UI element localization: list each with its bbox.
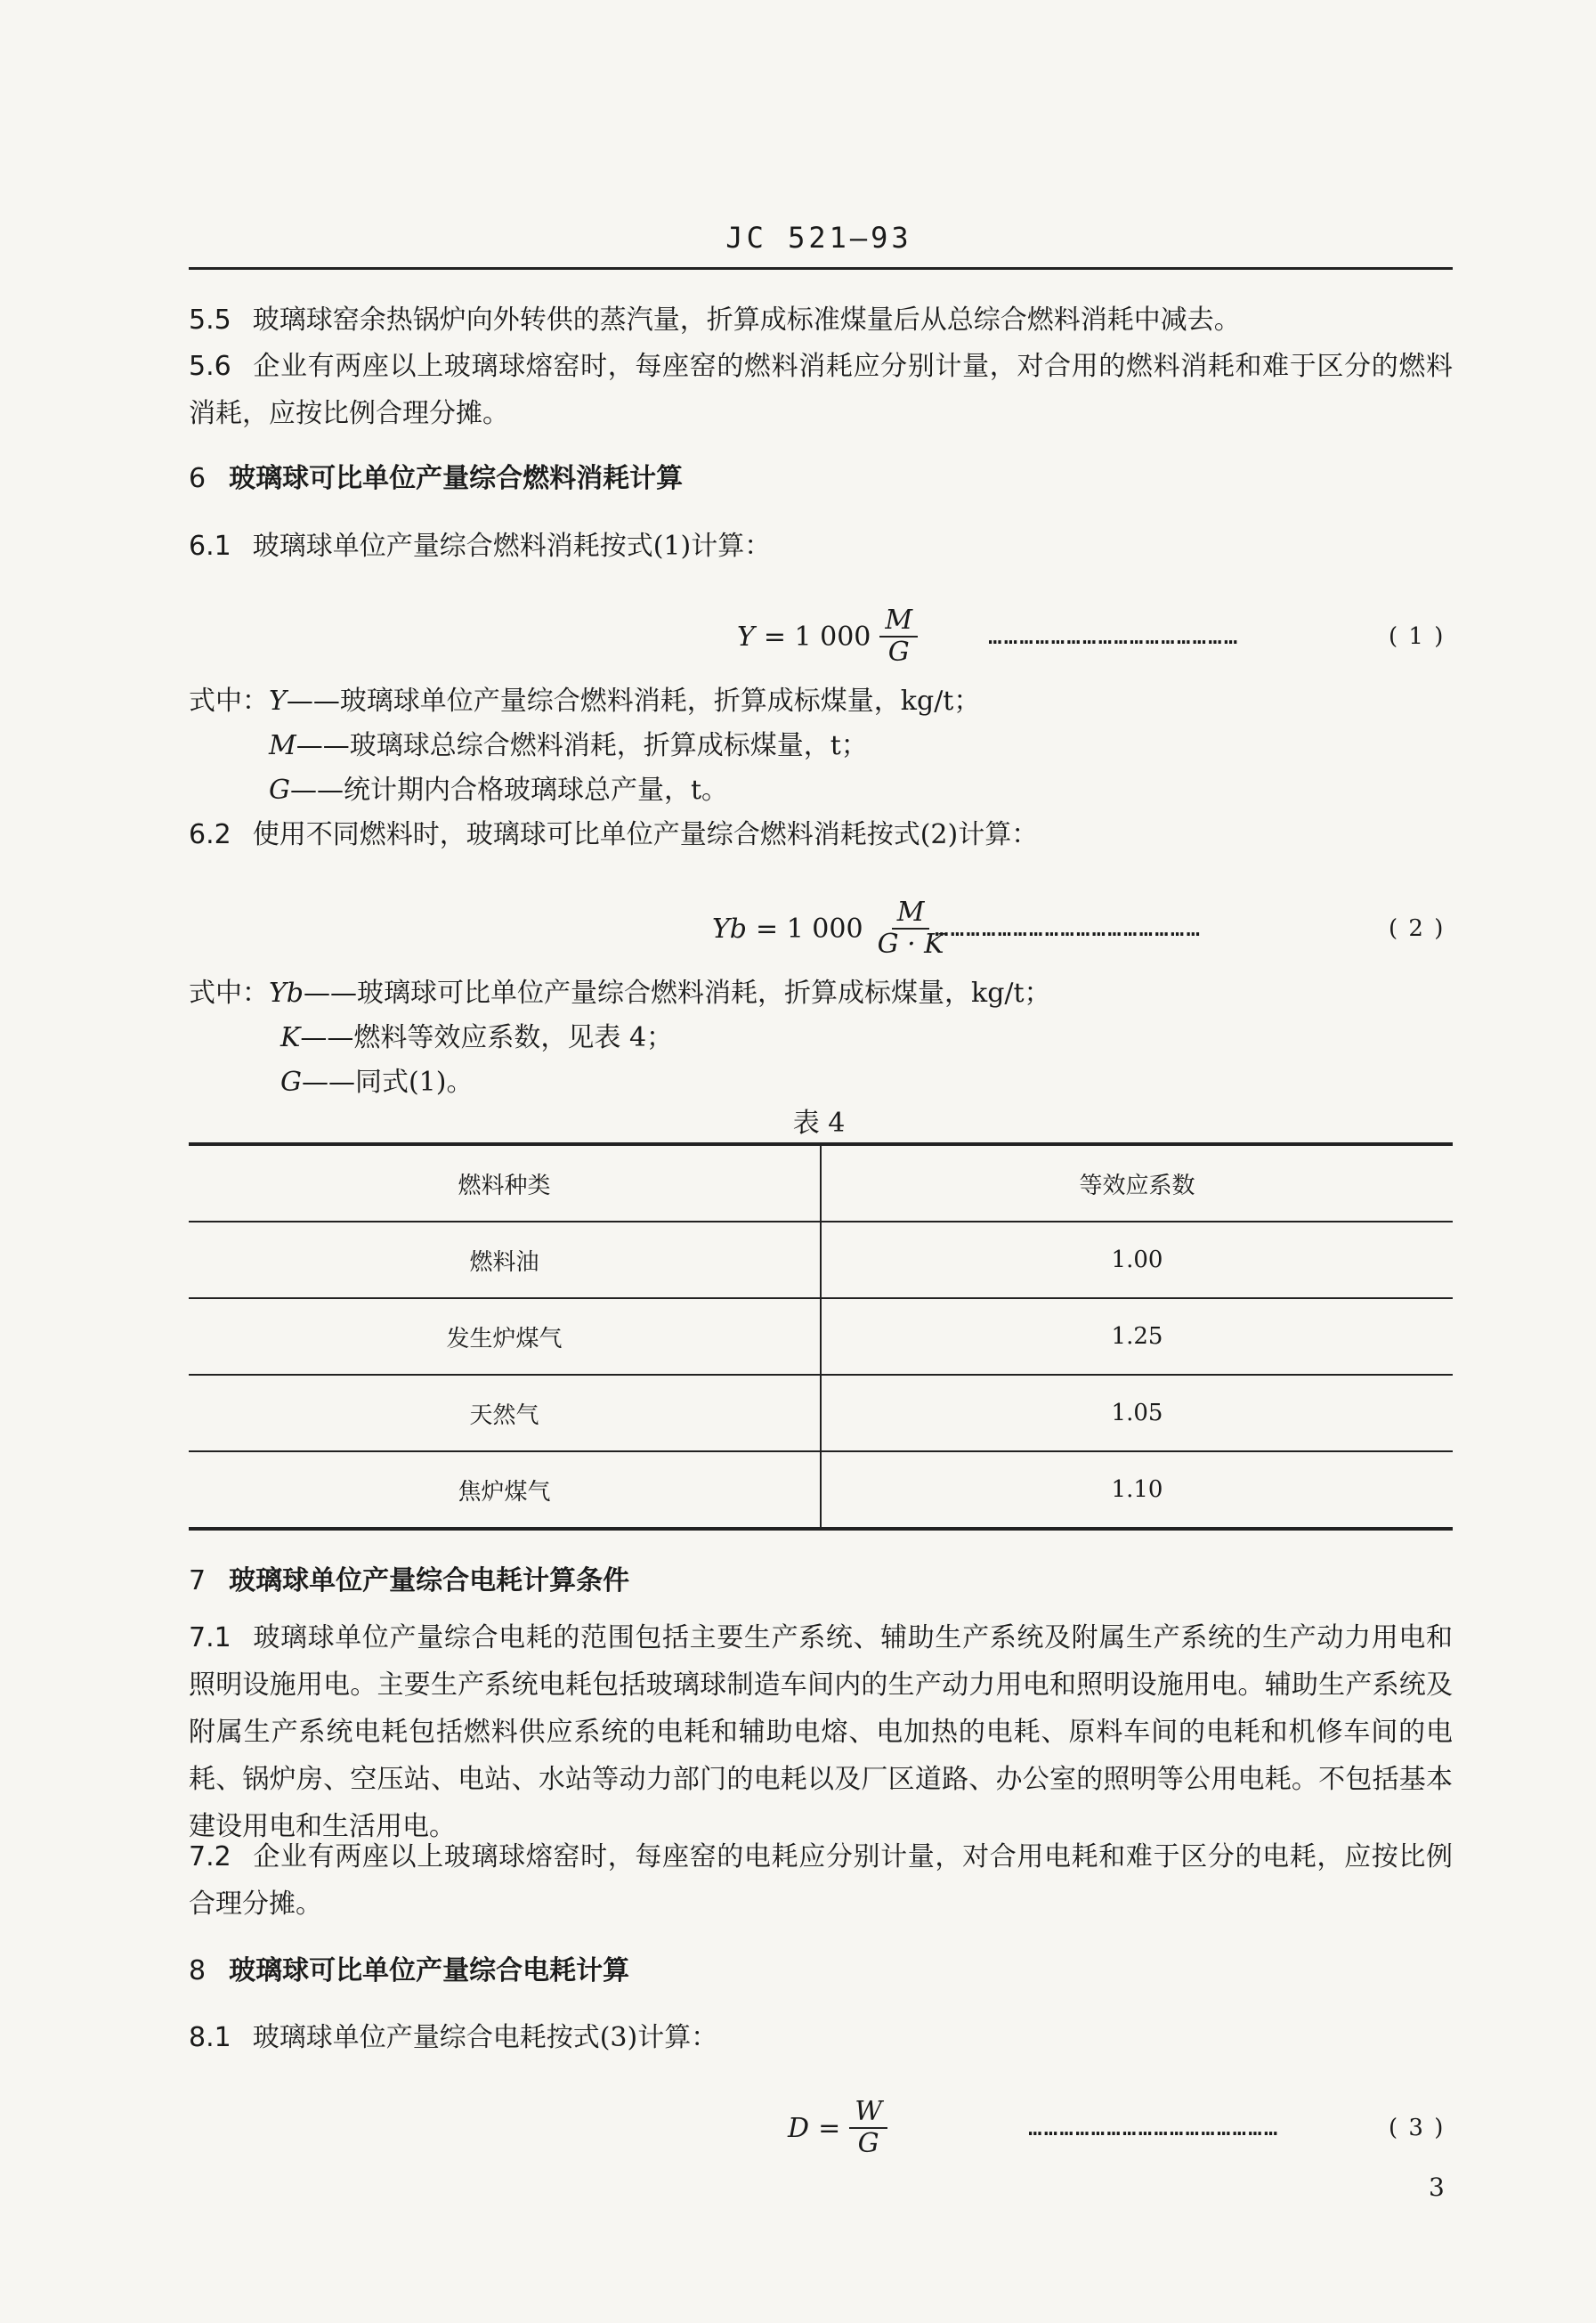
symbol: Y [269,686,287,717]
table-caption: 表 4 [792,1108,846,1139]
section-number: 8 [189,1955,207,1986]
clause-6-2 [189,811,1453,858]
fuel-type-cell: 发生炉煤气 [189,1298,821,1375]
formula-2 [712,898,950,960]
symbol: M [269,730,296,761]
clause-number: 7.1 [189,1622,231,1653]
clause-text: 企业有两座以上玻璃球熔窑时，每座窑的燃料消耗应分别计量，对合用的燃料消耗和难于区分的燃料消耗，应按比例合理分摊。 [189,351,1453,429]
coefficient-cell: 1.05 [821,1375,1453,1451]
section-title: 玻璃球可比单位产量综合电耗计算 [229,1955,630,1986]
denominator: G [857,2128,879,2159]
numerator: M [879,605,918,638]
where-label: 式中： [189,686,269,717]
table-row [189,1451,1453,1529]
symbol: K [280,1022,301,1053]
clause-number: 6.2 [189,819,231,850]
fuel-type-cell: 燃料油 [189,1222,821,1298]
clause-text: 使用不同燃料时，玻璃球可比单位产量综合燃料消耗按式(2)计算： [252,819,1039,850]
formula-lhs: Y [737,621,755,653]
symbol-description: ——玻璃球可比单位产量综合燃料消耗，折算成标煤量，kg/t； [304,978,1051,1009]
column-header: 等效应系数 [821,1144,1453,1222]
clause-text: 玻璃球单位产量综合燃料消耗按式(1)计算： [252,531,772,562]
clause-text: 企业有两座以上玻璃球熔窑时，每座窑的电耗应分别计量，对合用电耗和难于区分的电耗，应按比例合理分摊。 [189,1841,1453,1920]
numerator: W [849,2097,887,2129]
formula-equals: = 1 000 [756,913,863,945]
where-item-g [280,1060,473,1105]
table-header-row [189,1144,1453,1222]
clause-7-1 [189,1614,1453,1850]
clause-8-1 [189,2014,1453,2061]
where-item-yb [269,971,1051,1016]
symbol-description: ——玻璃球单位产量综合燃料消耗，折算成标煤量，kg/t； [286,686,981,717]
section-title: 玻璃球可比单位产量综合燃料消耗计算 [229,463,684,494]
leader-dots: ………………………………………… [988,623,1240,650]
clause-number: 5.5 [189,305,231,336]
coefficient-cell: 1.25 [821,1298,1453,1375]
symbol: G [280,1067,302,1098]
where-item-y [269,679,980,724]
equation-tag: ( 2 ) [1389,915,1446,942]
fuel-type-cell: 天然气 [189,1375,821,1451]
formula-1 [737,605,918,668]
formula-3 [788,2097,887,2159]
symbol-description: ——玻璃球总综合燃料消耗，折算成标煤量，t； [296,730,868,761]
clause-number: 5.6 [189,351,231,382]
section-number: 6 [189,463,207,494]
symbol: G [269,775,290,806]
section-number: 7 [189,1565,207,1596]
symbol-description: ——统计期内合格玻璃球总产量，t。 [289,775,729,806]
symbol-description: ——燃料等效应系数，见表 4； [300,1022,674,1053]
table-row [189,1375,1453,1451]
formula-lhs: D [788,2112,810,2144]
clause-7-2 [189,1833,1453,1928]
section-heading-7 [189,1558,629,1597]
fraction [849,2097,887,2159]
section-title: 玻璃球单位产量综合电耗计算条件 [229,1565,630,1596]
formula-equals: = 1 000 [763,621,871,653]
standard-code-header: JC 521—93 [725,221,912,255]
coefficient-cell: 1.10 [821,1451,1453,1529]
formula-lhs: Yb [712,913,748,945]
section-heading-8 [189,1948,629,1987]
equation-tag: ( 1 ) [1389,623,1446,650]
denominator: G [887,637,910,668]
clause-number: 6.1 [189,531,231,562]
clause-number: 8.1 [189,2022,231,2053]
table-row [189,1298,1453,1375]
clause-text: 玻璃球窑余热锅炉向外转供的蒸汽量，折算成标准煤量后从总综合燃料消耗中减去。 [252,305,1241,336]
column-header: 燃料种类 [189,1144,821,1222]
equation-tag: ( 3 ) [1389,2115,1446,2141]
where-item-k [280,1016,673,1060]
page-number: 3 [1429,2173,1445,2202]
fraction [879,605,918,668]
table-row [189,1222,1453,1298]
table-4 [189,1142,1453,1531]
denominator: G · K [877,929,944,960]
header-rule [189,267,1453,270]
fuel-type-cell: 焦炉煤气 [189,1451,821,1529]
clause-6-1 [189,523,1453,570]
where-label: 式中： [189,978,269,1009]
coefficient-cell: 1.00 [821,1222,1453,1298]
where-item-g [269,768,728,813]
where-item-m [269,724,868,768]
section-heading-6 [189,456,683,495]
leader-dots: ………………………………………… [1028,2115,1280,2141]
symbol: Yb [269,978,304,1009]
leader-dots: …………………………………………… [935,915,1203,942]
clause-text: 玻璃球单位产量综合电耗按式(3)计算： [252,2022,718,2053]
formula-equals: = [818,2112,841,2144]
clause-5-6 [189,343,1453,437]
numerator: M [892,898,930,930]
clause-5-5 [189,296,1453,344]
clause-text: 玻璃球单位产量综合电耗的范围包括主要生产系统、辅助生产系统及附属生产系统的生产动力用电和照明设施用电。主要生产系统电耗包括玻璃球制造车间内的生产动力用电和照明设施用电。辅助生产系统及附属生产系统电耗包括燃料供应系统的电耗和辅助电熔、电加热的电耗、原料车间的电耗和机修车间的电耗、锅炉房、空压站、电站、水站等动力部门的电耗以及厂区道路、办公室的照明等公用电耗。不包括基本建设用电和生活用电。 [189,1622,1453,1842]
symbol-description: ——同式(1)。 [301,1067,474,1098]
clause-number: 7.2 [189,1841,231,1872]
